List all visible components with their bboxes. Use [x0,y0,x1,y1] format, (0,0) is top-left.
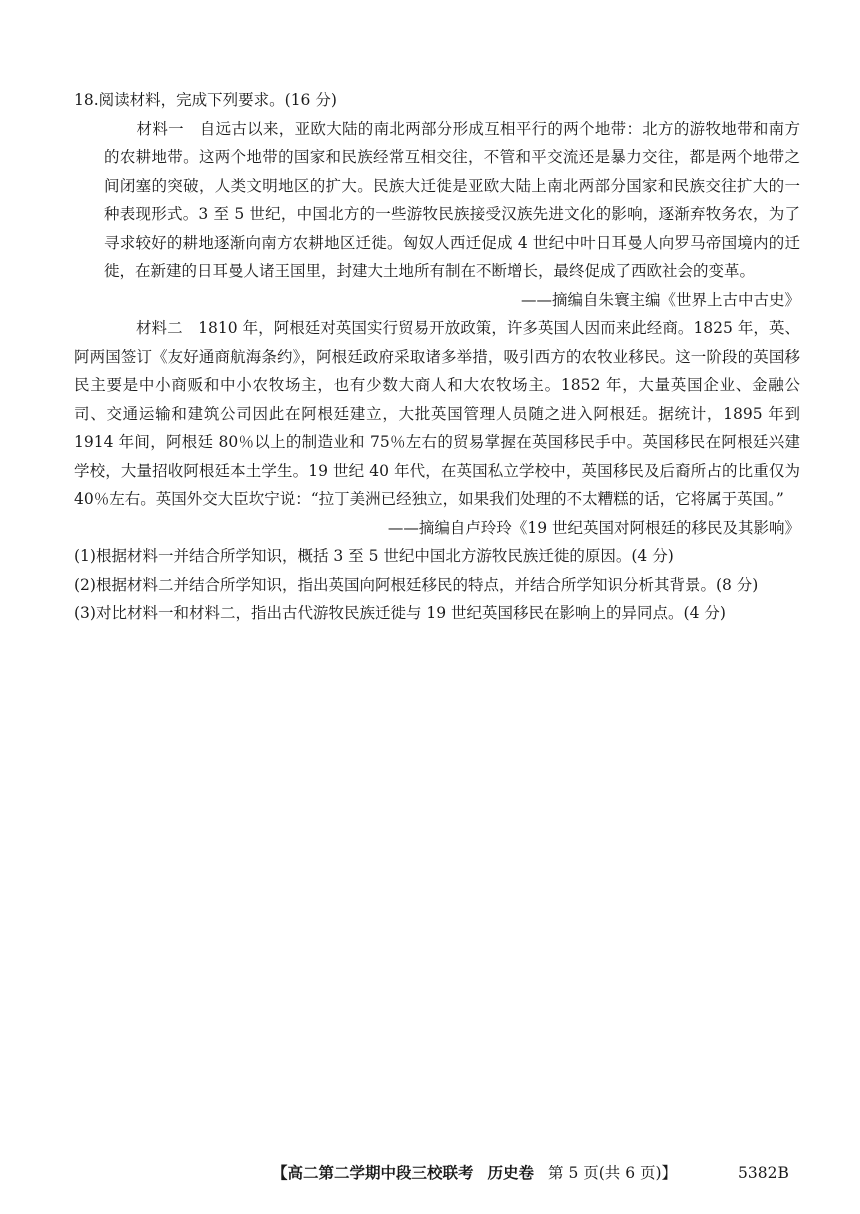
material-one-text: 材料一 自远古以来，亚欧大陆的南北两部分形成互相平行的两个地带：北方的游牧地带和南方的农耕地带。这两个地带的国家和民族经常互相交往，不管和平交流还是暴力交往，都是两个地带之间闭塞的突破，人类文明地区的扩大。民族大迁徙是亚欧大陆上南北两部分国家和民族交往扩大的一种表现形式。3 至 5 世纪，中国北方的一些游牧民族接受汉族先进文化的影响，逐渐弃牧务农，为了寻求较好的耕地逐渐向南方农耕地区迁徙。匈奴人西迁促成 4 世纪中叶日耳曼人向罗马帝国境内的迁徙，在新建的日耳曼人诸王国里，封建大土地所有制在不断增长，最终促成了西欧社会的变革。 [104,119,800,280]
sub-question-1: (1)根据材料一并结合所学知识，概括 3 至 5 世纪中国北方游牧民族迁徙的原因。(4 分) [74,547,674,565]
material-one-source: ——摘编自朱寰主编《世界上古中古史》 [520,290,800,309]
sub-question-2: (2)根据材料二并结合所学知识，指出英国向阿根廷移民的特点，并结合所学知识分析其背景。(8 分) [74,575,759,594]
footer-page-number: 第 5 页(共 6 页)】 [548,1164,678,1182]
footer-code: 5382B [738,1164,789,1182]
sub-question-3: (3)对比材料一和材料二，指出古代游牧民族迁徙与 19 世纪英国移民在影响上的异同点。(4 分) [74,604,726,622]
question-block [74,86,800,628]
question-title: 18.阅读材料，完成下列要求。(16 分) [74,91,337,109]
footer-exam-info [272,1163,677,1183]
material-two-text: 材料二 1810 年，阿根廷对英国实行贸易开放政策，许多英国人因而来此经商。1825 年，英、阿两国签订《友好通商航海条约》，阿根廷政府采取诸多举措，吸引西方的农牧业移民。这一阶段的英国移民主要是中小商贩和中小农牧场主，也有少数大商人和大农牧场主。1852 年，大量英国企业、金融公司、交通运输和建筑公司因此在阿根廷建立，大批英国管理人员随之进入阿根廷。据统计，1895 年到 1914 年间，阿根廷 80％以上的制造业和 75％左右的贸易掌握在英国移民手中。英国移民在阿根廷兴建学校，大量招收阿根廷本土学生。19 世纪 40 年代，在英国私立学校中，英国移民及后裔所占的比重仅为 40％左右。英国外交大臣坎宁说：“拉丁美洲已经独立，如果我们处理的不太糟糕的话，它将属于英国。” [74,319,800,508]
material-two-source: ——摘编自卢玲玲《19 世纪英国对阿根廷的移民及其影响》 [387,518,800,537]
footer-subject: 历史卷 [487,1163,535,1182]
footer-exam-name: 【高二第二学期中段三校联考 [272,1163,474,1182]
